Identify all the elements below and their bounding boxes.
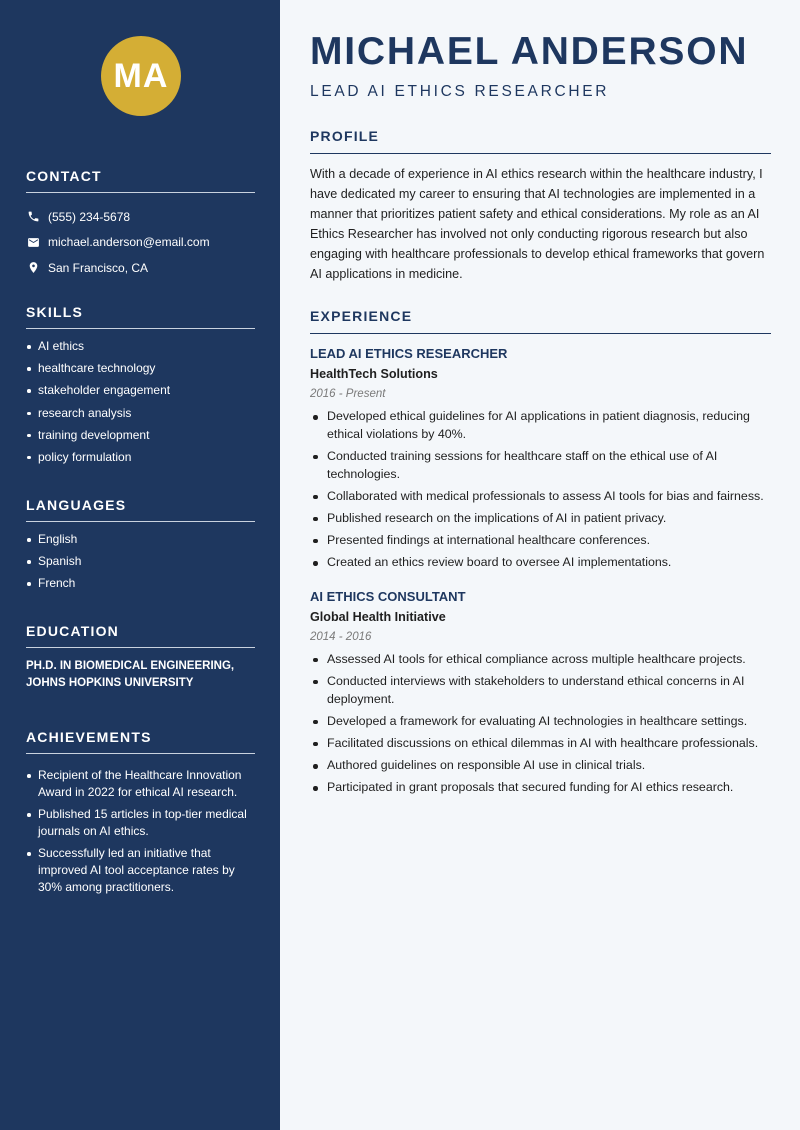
- language-item: French: [26, 575, 255, 593]
- achievements-list: [26, 767, 255, 896]
- achievements-section: [26, 729, 255, 901]
- job-dates: 2016 - Present: [310, 388, 386, 400]
- phone-text[interactable]: (555) 234-5678: [48, 209, 131, 224]
- skill-item: healthcare technology: [26, 360, 255, 378]
- skills-list: [26, 338, 255, 466]
- job-bullet: Facilitated discussions on ethical dilemmas in AI with healthcare professionals.: [310, 735, 771, 753]
- achievements-heading: ACHIEVEMENTS: [26, 729, 255, 754]
- education-heading: EDUCATION: [26, 623, 255, 648]
- job-entry: [310, 589, 771, 797]
- phone-icon: [26, 210, 40, 224]
- location-pin-icon: [26, 261, 40, 275]
- job-bullet: Conducted training sessions for healthcare staff on the ethical use of AI technologies.: [310, 448, 771, 484]
- experience-heading: EXPERIENCE: [310, 308, 771, 334]
- language-item: English: [26, 531, 255, 549]
- skill-item: training development: [26, 427, 255, 445]
- experience-section: [310, 308, 771, 801]
- job-bullets: [310, 408, 771, 572]
- contact-email: [26, 230, 255, 256]
- education-section: [26, 623, 255, 692]
- job-company: Global Health Initiative: [310, 609, 446, 624]
- contact-phone: [26, 204, 255, 230]
- email-icon: [26, 235, 40, 249]
- contact-location: [26, 255, 255, 281]
- job-bullet: Published research on the implications of AI in patient privacy.: [310, 510, 771, 528]
- skill-item: policy formulation: [26, 449, 255, 467]
- job-bullet: Developed ethical guidelines for AI applications in patient diagnosis, reducing ethical violations by 40%.: [310, 408, 771, 444]
- contact-list: [26, 204, 255, 281]
- job-bullet: Participated in grant proposals that secured funding for AI ethics research.: [310, 779, 771, 797]
- skills-section: [26, 304, 255, 471]
- email-text[interactable]: michael.anderson@email.com: [48, 235, 210, 250]
- job-bullet: Collaborated with medical professionals to assess AI tools for bias and fairness.: [310, 488, 771, 506]
- job-bullets: [310, 651, 771, 797]
- skill-item: AI ethics: [26, 338, 255, 356]
- skill-item: stakeholder engagement: [26, 382, 255, 400]
- job-bullet: Created an ethics review board to oversee AI implementations.: [310, 554, 771, 572]
- language-item: Spanish: [26, 553, 255, 571]
- job-bullet: Conducted interviews with stakeholders to understand ethical concerns in AI deployment.: [310, 673, 771, 709]
- job-dates: 2014 - 2016: [310, 630, 372, 643]
- candidate-title: LEAD AI ETHICS RESEARCHER: [310, 83, 610, 100]
- achievement-item: Successfully led an initiative that improved AI tool acceptance rates by 30% among practitioners.: [26, 845, 255, 896]
- languages-section: [26, 497, 255, 598]
- skill-item: research analysis: [26, 405, 255, 423]
- job-bullet: Presented findings at international healthcare conferences.: [310, 532, 771, 550]
- job-bullet: Assessed AI tools for ethical compliance across multiple healthcare projects.: [310, 651, 771, 669]
- job-bullet: Authored guidelines on responsible AI use in clinical trials.: [310, 757, 771, 775]
- sidebar: [0, 0, 280, 1130]
- education-entry: PH.D. IN BIOMEDICAL ENGINEERING, JOHNS HOPKINS UNIVERSITY: [26, 660, 235, 689]
- achievement-item: Published 15 articles in top-tier medical journals on AI ethics.: [26, 806, 255, 840]
- contact-section: [26, 168, 255, 281]
- profile-heading: PROFILE: [310, 128, 771, 154]
- profile-text: With a decade of experience in AI ethics research within the healthcare industry, I have dedicated my career to ensuring that AI technologies are implemented in a manner that prioritizes patient safety and ethical considerations. My role as an AI Ethics Researcher has involved not only conducting rigorous research but also engaging with healthcare professionals to develop ethical frameworks that govern AI applications in medicine.: [310, 167, 765, 281]
- contact-heading: CONTACT: [26, 168, 255, 193]
- job-role: LEAD AI ETHICS RESEARCHER: [310, 346, 508, 361]
- job-role: AI ETHICS CONSULTANT: [310, 588, 466, 604]
- achievement-item: Recipient of the Healthcare Innovation Award in 2022 for ethical AI research.: [26, 767, 255, 801]
- job-company: HealthTech Solutions: [310, 367, 438, 381]
- languages-heading: LANGUAGES: [26, 497, 255, 522]
- candidate-name: MICHAEL ANDERSON: [310, 30, 749, 73]
- job-entry: [310, 346, 771, 572]
- avatar: MA: [101, 36, 181, 116]
- job-bullet: Developed a framework for evaluating AI technologies in healthcare settings.: [310, 713, 771, 731]
- profile-section: [310, 128, 771, 284]
- languages-list: [26, 531, 255, 593]
- skills-heading: SKILLS: [26, 304, 255, 329]
- location-text: San Francisco, CA: [48, 260, 149, 275]
